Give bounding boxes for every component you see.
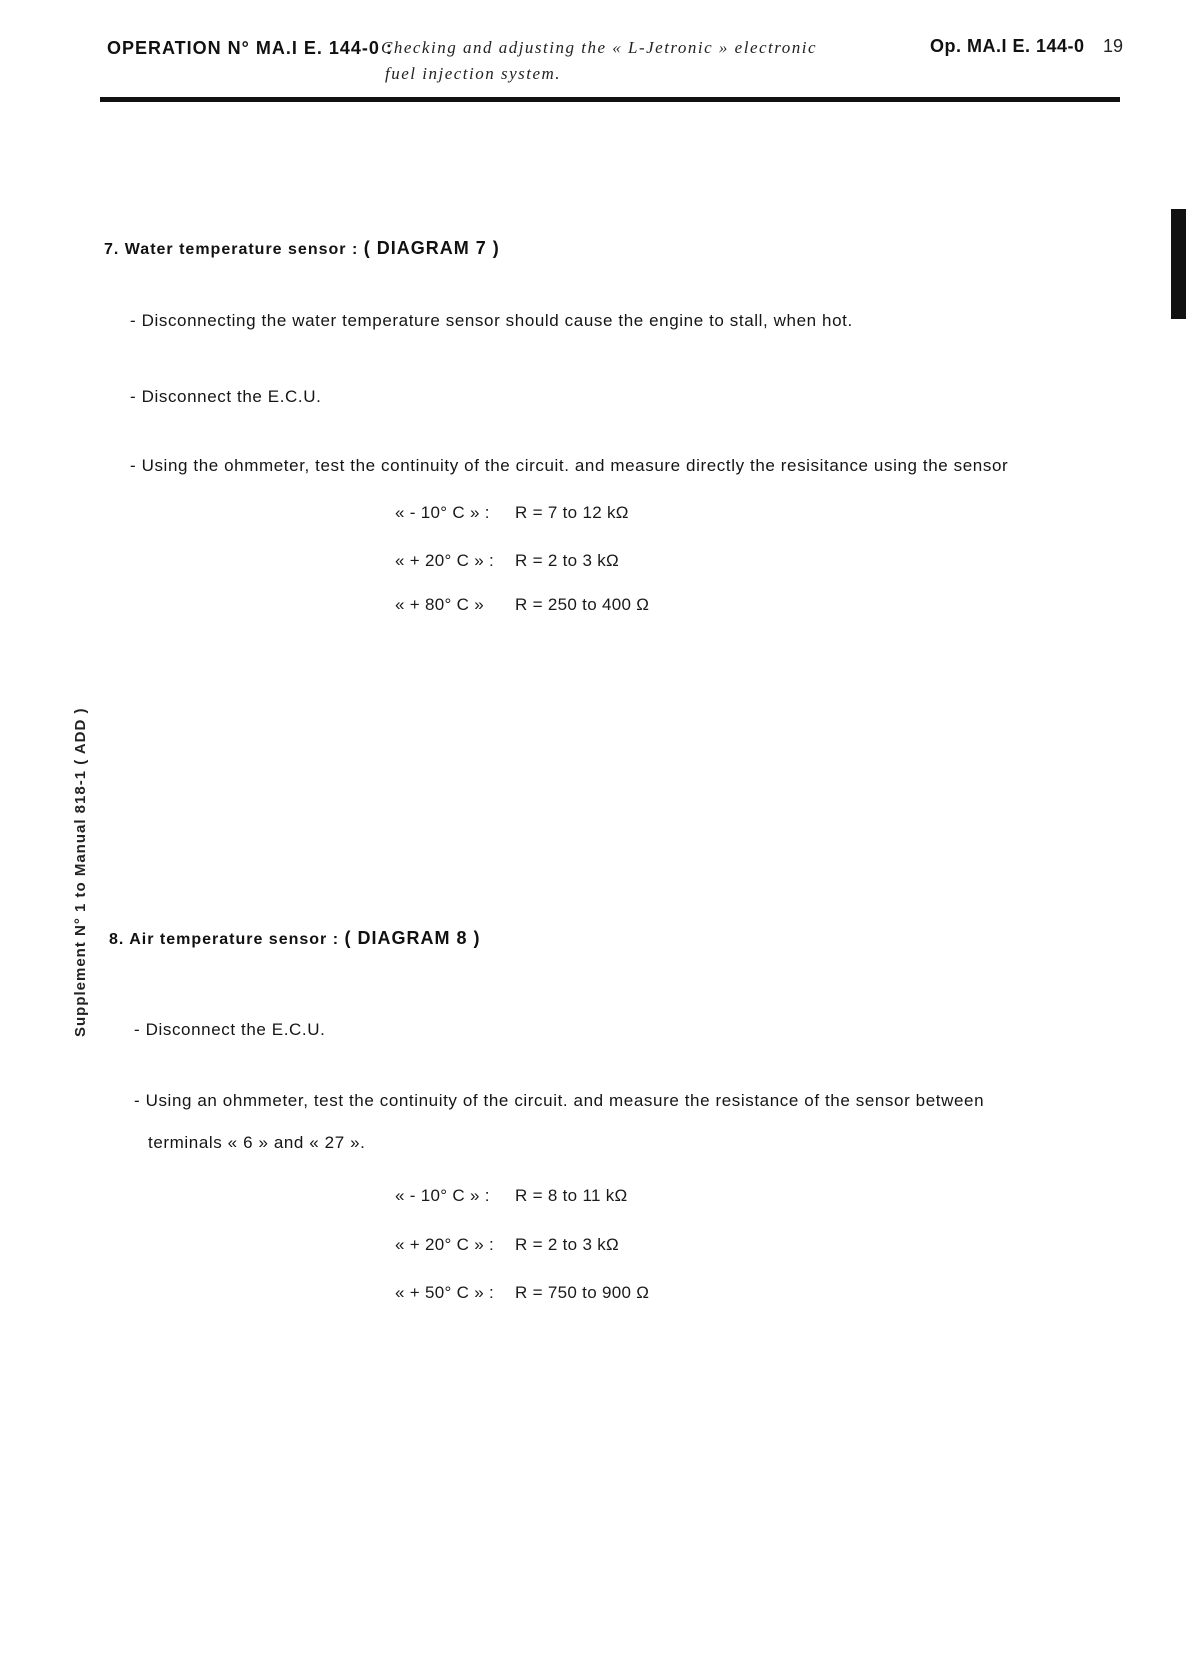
section-7-value-row: [395, 551, 619, 571]
section-7-step-3: - Using the ohmmeter, test the continuity of the circuit. and measure directly the resisitance using the sensor: [130, 456, 1009, 475]
value-resistance: R = 2 to 3 kΩ: [515, 1235, 620, 1254]
section-8-step-1: - Disconnect the E.C.U.: [134, 1020, 326, 1039]
section-8-value-row: [395, 1235, 619, 1255]
operation-title-line-1: Checking and adjusting the « L-Jetronic » electronic: [381, 38, 818, 57]
value-temperature: « - 10° C » :: [395, 1186, 490, 1205]
section-8-heading: [109, 928, 481, 949]
section-7-title: Water temperature sensor :: [124, 241, 359, 258]
value-resistance: R = 2 to 3 kΩ: [515, 551, 620, 570]
section-7-diagram: ( DIAGRAM 7 ): [363, 238, 500, 258]
operation-title-line-2: fuel injection system.: [385, 64, 562, 83]
section-7-value-row: [395, 503, 629, 523]
section-8-diagram: ( DIAGRAM 8 ): [344, 928, 481, 948]
thumb-index-tab: [1171, 209, 1186, 319]
section-8-value-row: [395, 1283, 649, 1303]
operation-reference: Op. MA.I E. 144-0: [930, 36, 1085, 56]
section-8-value-row: [395, 1186, 628, 1206]
value-resistance: R = 750 to 900 Ω: [515, 1283, 650, 1302]
section-8-step-2-continued: terminals « 6 » and « 27 ».: [148, 1133, 366, 1152]
section-7-step-1: - Disconnecting the water temperature sensor should cause the engine to stall, when hot.: [130, 311, 853, 330]
value-temperature: « + 20° C » :: [395, 1235, 495, 1254]
value-temperature: « - 10° C » :: [395, 503, 490, 522]
section-7-value-row: [395, 595, 649, 615]
supplement-side-label: Supplement N° 1 to Manual 818-1 ( ADD ): [72, 707, 89, 1037]
value-resistance: R = 8 to 11 kΩ: [515, 1186, 628, 1205]
operation-number: OPERATION N° MA.I E. 144-0 :: [107, 38, 393, 58]
section-8-step-2: - Using an ohmmeter, test the continuity of the circuit. and measure the resistance of the sensor between: [134, 1091, 985, 1110]
section-7-number: 7.: [104, 241, 120, 258]
page-number: 19: [1103, 36, 1124, 56]
value-resistance: R = 250 to 400 Ω: [515, 595, 650, 614]
header-rule: [100, 97, 1120, 102]
value-temperature: « + 50° C » :: [395, 1283, 495, 1302]
value-resistance: R = 7 to 12 kΩ: [515, 503, 629, 522]
value-temperature: « + 80° C »: [395, 595, 485, 614]
value-temperature: « + 20° C » :: [395, 551, 495, 570]
section-8-title: Air temperature sensor :: [129, 931, 340, 948]
section-8-number: 8.: [109, 931, 125, 948]
section-7-heading: [104, 238, 500, 259]
section-7-step-2: - Disconnect the E.C.U.: [130, 387, 322, 406]
